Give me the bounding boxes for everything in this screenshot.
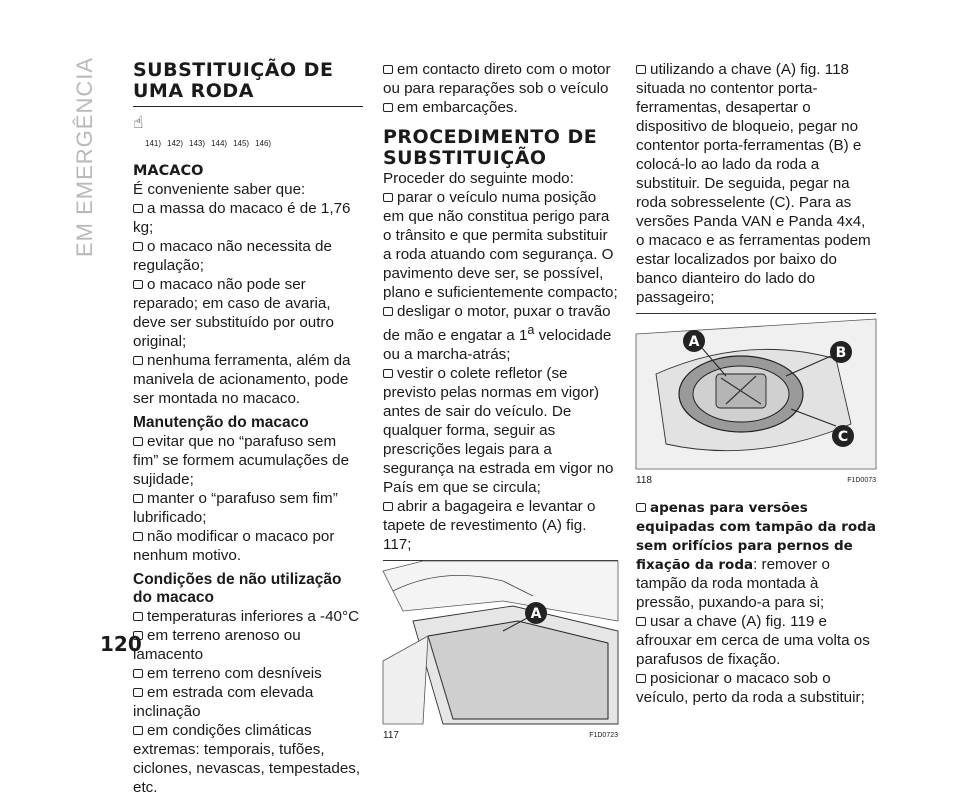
list-item: temperaturas inferiores a -40°C [133,607,363,626]
bullet-icon [133,688,143,697]
bullet-icon [133,280,143,289]
bullet-icon [133,242,143,251]
figure-code: F1D0073 [847,477,876,484]
heading-condicoes: Condições de não utilização do macaco [133,571,342,606]
bullet-icon [133,356,143,365]
list-item: usar a chave (A) fig. 119 e afrouxar em cerca de uma volta os parafusos de fixação. [636,613,870,668]
bullet-icon [383,193,393,202]
section-title: SUBSTITUIÇÃO DE UMA RODA [133,59,334,102]
list-item: posicionar o macaco sob o veículo, perto da roda a substituir; [636,670,865,706]
bullet-icon [636,503,646,512]
column-2 [383,60,618,745]
warning-row [133,113,363,132]
callout-b-label: B [835,345,847,361]
bullet-icon [383,502,393,511]
bullet-icon [133,437,143,446]
callout-a-label: A [688,334,700,350]
list-item: evitar que no “parafuso sem fim” se formem acumulações de sujidade; [133,433,350,488]
warning-ref[interactable]: 144) [211,139,228,148]
list-item: o macaco não necessita de regulação; [133,238,332,274]
figure-number: 117 [383,730,399,742]
callout-c-label: C [837,429,849,445]
list-item: vestir o colete refletor (se previsto pelas normas em vigor) antes de sair do veículo. De qualquer forma, seguir as prescrições legais para a segurança na estrada em vigor no País em que se circula; [383,365,614,497]
figure-number: 118 [636,475,652,486]
bullet-icon [133,494,143,503]
bullet-icon [636,674,646,683]
bullet-icon [383,369,393,378]
procedure-title: PROCEDIMENTO DE SUBSTITUIÇÃO [383,126,598,169]
heading-macaco: MACACO [133,163,204,179]
warning-hand-icon: ☝︎ [133,113,144,132]
bullet-icon [133,669,143,678]
list-item: abrir a bagageira e levantar o tapete de revestimento (A) fig. 117; [383,498,596,554]
figure-117 [383,560,618,723]
bullet-icon [636,617,646,626]
bullet-icon [383,65,393,74]
spare-wheel-illustration [636,314,876,469]
column-3 [636,60,876,707]
list-item: manter o “parafuso sem fim” lubrificado; [133,490,338,526]
intro-text: Proceder do seguinte modo: [383,170,574,187]
section-tab [68,52,124,272]
list-item: utilizando a chave (A) fig. 118 situada no contentor porta-ferramentas, desapertar o dispositivo de bloqueio, pegar no contentor porta-ferramentas (B) e colocá-lo ao lado da roda a substituir. De seguida, pegar na roda sobresselente (C). Para as versões Panda VAN e Panda 4x4, o macaco e as ferramentas podem estar localizados por baixo do banco dianteiro do lado do passageiro; [636,61,871,306]
heading-manutencao: Manutenção do macaco [133,414,309,431]
list-item: em terreno arenoso ou lamacento [133,627,301,663]
section-tab-label: EM EMERGÊNCIA [72,56,97,257]
warning-ref[interactable]: 143) [189,139,206,148]
intro-text: É conveniente saber que: [133,181,306,198]
figure-118 [636,313,876,468]
bullet-icon [133,726,143,735]
figure-caption [383,726,618,745]
list-item: em contacto direto com o motor ou para reparações sob o veículo [383,61,611,97]
list-item: parar o veículo numa posição em que não constitua perigo para o trânsito e que permita substituir a roda atuando com segurança. O pavimento deve ser, se possível, plano e suficientemente compacto; [383,189,618,301]
figure-caption [636,471,876,490]
bullet-icon [383,103,393,112]
title-divider [133,106,363,107]
list-item: em condições climáticas extremas: temporais, tufões, ciclones, nevascas, tempestades, etc. [133,722,361,796]
list-item: não modificar o macaco por nenhum motivo. [133,528,335,564]
bullet-icon [636,65,646,74]
bullet-icon [133,612,143,621]
trunk-illustration [383,561,618,724]
bullet-icon [133,204,143,213]
warning-ref[interactable]: 141) [145,139,162,148]
warning-ref[interactable]: 146) [255,139,272,148]
warning-refs [145,134,363,153]
list-item: nenhuma ferramenta, além da manivela de acionamento, pode ser montada no macaco. [133,352,351,407]
figure-code: F1D0723 [589,732,618,740]
bullet-icon [133,532,143,541]
list-item: em embarcações. [383,98,618,117]
column-1 [133,60,363,797]
callout-a-label: A [530,606,542,623]
list-item: apenas para versões equipadas com tampão da roda sem orifícios para pernos de fixação da roda: remover o tampão da roda montada à pressão, puxando-a para si; [636,500,876,611]
list-item: em estrada com elevada inclinação [133,684,314,720]
list-item: o macaco não pode ser reparado; em caso de avaria, deve ser substituído por outro original; [133,276,334,350]
bullet-icon [383,307,393,316]
warning-ref[interactable]: 142) [167,139,184,148]
list-item: em terreno com desníveis [133,664,363,683]
list-item: a massa do macaco é de 1,76 kg; [133,200,351,236]
page-number: 120 [100,632,142,656]
warning-ref[interactable]: 145) [233,139,250,148]
list-item: desligar o motor, puxar o travão de mão e engatar a 1$^a$ velocidade ou a marcha-atrás; [383,303,612,364]
